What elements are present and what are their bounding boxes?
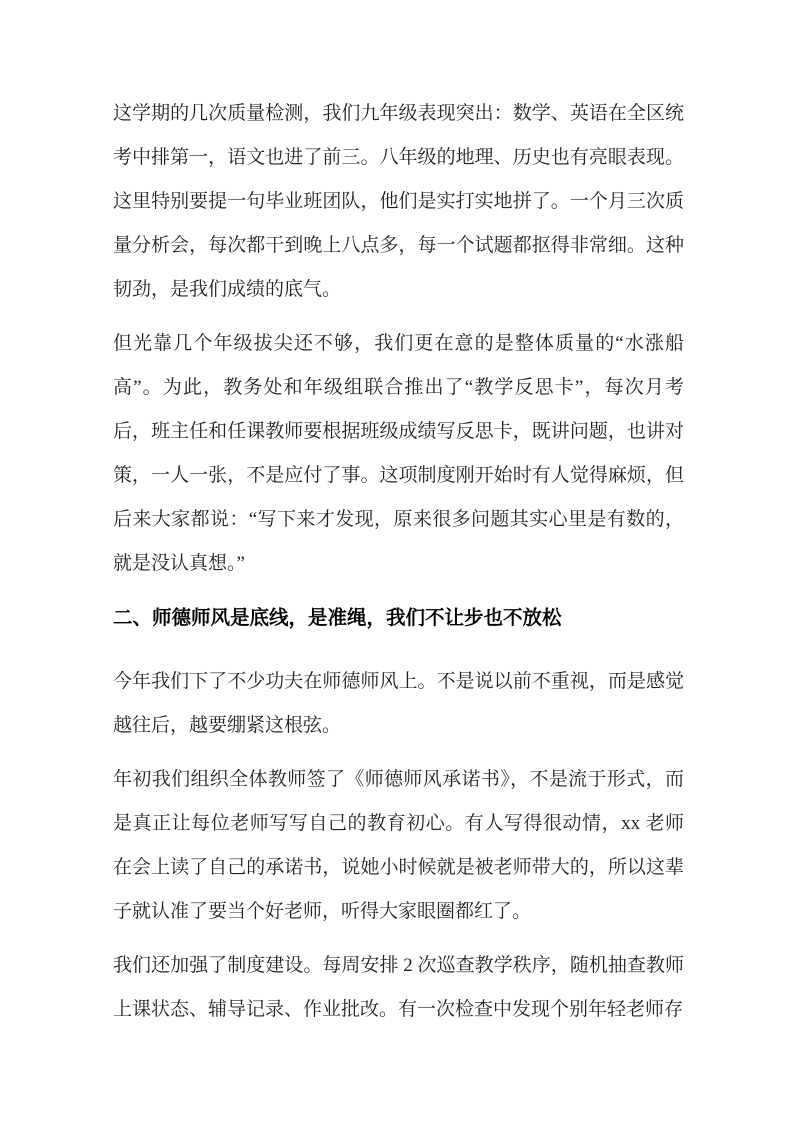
section-heading-teacher-ethics: 二、师德师风是底线，是准绳，我们不让步也不放松 bbox=[113, 607, 562, 629]
paragraph-system-building: 我们还加强了制度建设。每周安排 2 次巡查教学秩序，随机抽查教师上课状态、辅导记录、作业批改。有一次检查中发现个别年轻老师存 bbox=[113, 955, 684, 1020]
paragraph-reflection-card: 但光靠几个年级拔尖还不够，我们更在意的是整体质量的“水涨船高”。为此，教务处和年级组联合推出了“教学反思卡”，每次月考后，班主任和任课教师要根据班级成绩写反思卡，既讲问题，也讲对策，一人一张，不是应付了事。这项制度刚开始时有人觉得麻烦，但后来大家都说：“写下来才发现，原来很多问题其实心里是有数的，就是没认真想。” bbox=[113, 333, 684, 574]
paragraph-commitment-letter: 年初我们组织全体教师签了《师德师风承诺书》，不是流于形式，而是真正让每位老师写写自己的教育初心。有人写得很动情，xx 老师在会上读了自己的承诺书，说她小时候就是被老师带大的，所以这辈子就认准了要当个好老师，听得大家眼圈都红了。 bbox=[113, 769, 684, 922]
paragraph-quality-testing: 这学期的几次质量检测，我们九年级表现突出：数学、英语在全区统考中排第一，语文也进了前三。八年级的地理、历史也有亮眼表现。这里特别要提一句毕业班团队，他们是实打实地拼了。一个月三次质量分析会，每次都干到晚上八点多，每一个试题都抠得非常细。这种韧劲，是我们成绩的底气。 bbox=[113, 103, 684, 300]
paragraph-ethics-effort: 今年我们下了不少功夫在师德师风上。不是说以前不重视，而是感觉越往后，越要绷紧这根弦。 bbox=[113, 671, 684, 736]
